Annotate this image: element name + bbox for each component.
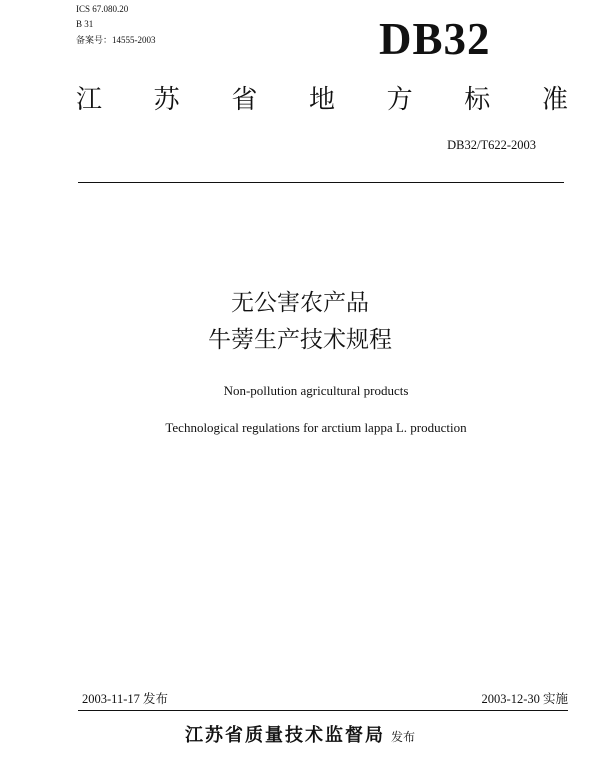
standard-type-char: 方: [386, 85, 413, 115]
document-title-zh-line2: 牛蒡生产技术规程: [208, 327, 392, 353]
standard-type-char: 标: [464, 85, 491, 115]
standard-number: DB32/T622-2003: [447, 138, 536, 152]
implementation-date: 2003-12-30 实施: [481, 692, 568, 706]
header-divider: [78, 182, 564, 183]
publisher-line: [0, 724, 600, 749]
document-title-zh-line1: 无公害农产品: [231, 290, 369, 316]
standard-type-char: 地: [308, 85, 335, 115]
filing-number: 备案号：14555-2003: [76, 35, 156, 45]
publisher-name: 江苏省质量技术监督局: [184, 725, 385, 746]
document-title-en-line1: Non-pollution agricultural products: [223, 383, 409, 398]
standard-type-char: 准: [541, 85, 568, 115]
db32-logo: DB32: [379, 14, 491, 64]
footer-divider: [78, 710, 568, 711]
standard-type-char: 苏: [153, 85, 180, 115]
standard-type-title: [76, 83, 568, 117]
ics-code: ICS 67.080.20: [76, 4, 129, 14]
document-title-en-line2: Technological regulations for arctium lappa L. production: [165, 420, 467, 435]
classification-code: B 31: [76, 19, 94, 29]
publisher-suffix: 发布: [390, 730, 415, 744]
standard-type-char: 省: [231, 85, 258, 115]
issue-date: 2003-11-17 发布: [82, 692, 168, 706]
standard-type-char: 江: [76, 85, 103, 115]
